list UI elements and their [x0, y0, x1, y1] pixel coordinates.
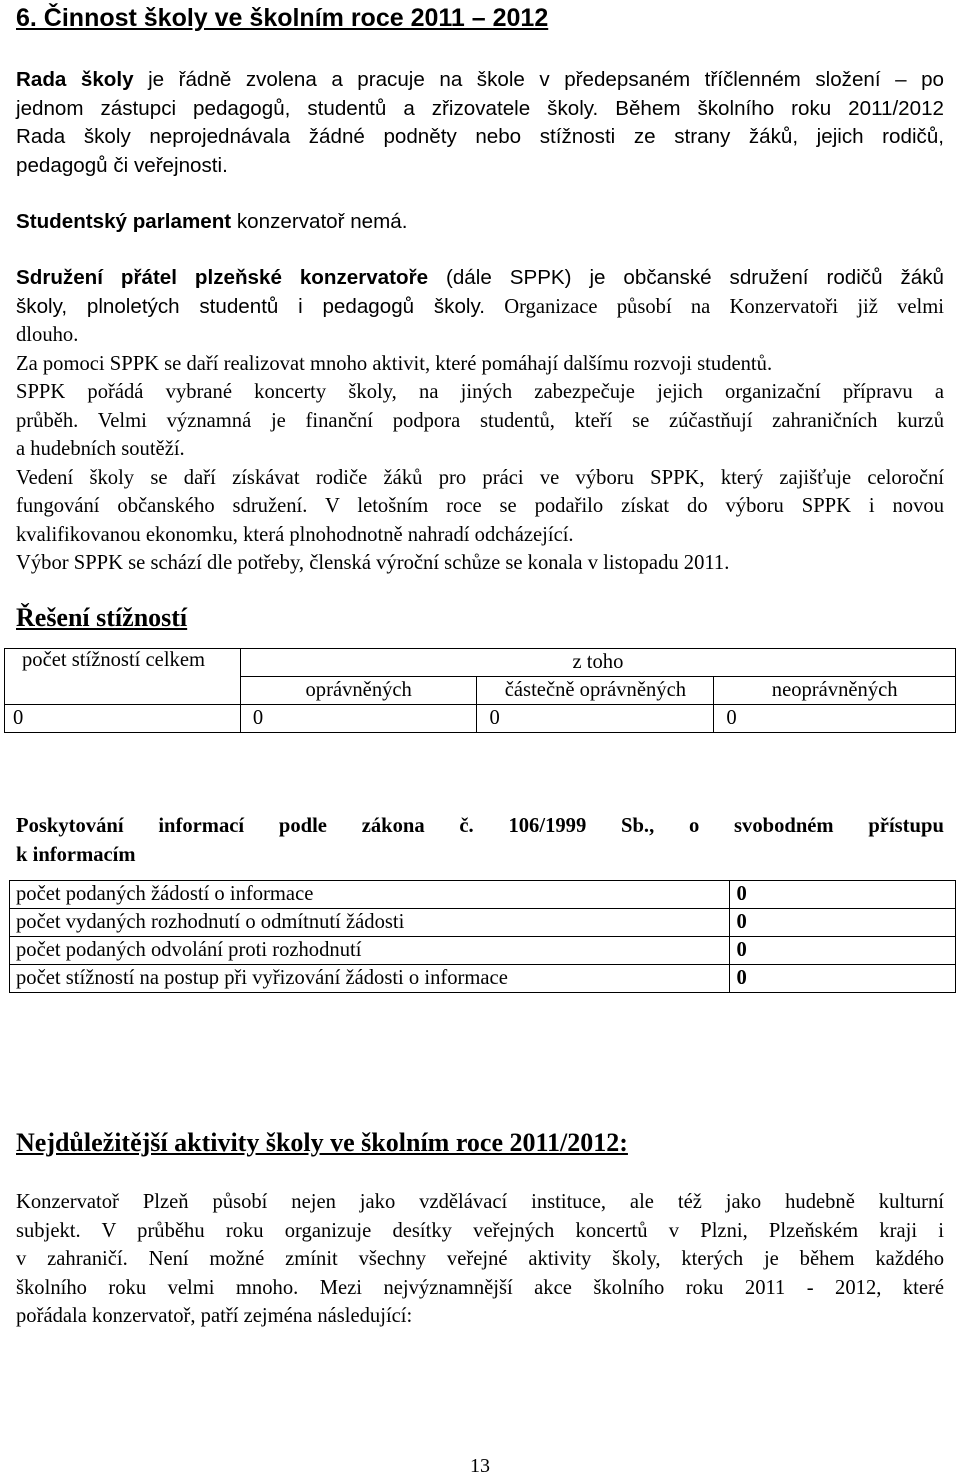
parlament-text: konzervatoř nemá. — [231, 210, 408, 233]
info-row-label: počet podaných žádostí o informace — [10, 881, 730, 909]
info-row — [10, 965, 956, 993]
info-heading-word: zákona — [361, 815, 425, 837]
sppk-paragraph-5: Výbor SPPK se schází dle potřeby, členská výroční schůze se konala v listopadu 2011. — [16, 552, 730, 574]
info-row — [10, 881, 956, 909]
rada-line-4: pedagogů či veřejnosti. — [16, 153, 228, 177]
section-title: 6. Činnost školy ve školním roce 2011 – 2012 — [16, 4, 549, 32]
info-heading-word: Poskytování — [16, 815, 124, 837]
complaints-header-row — [5, 649, 956, 677]
info-row-label: počet vydaných rozhodnutí o odmítnutí žádosti — [10, 909, 730, 937]
info-heading — [16, 812, 944, 869]
complaints-value-total: 0 — [5, 705, 241, 733]
info-row-value: 0 — [730, 965, 956, 993]
info-heading-line-1 — [16, 812, 944, 841]
complaints-value-unjustified: 0 — [714, 705, 956, 733]
sppk-p3-line-2: průběh. Velmi významná je finanční podpora studentů, kteří se zúčastňují zahraničních kurzů — [16, 409, 944, 432]
rada-line-2: jednom zástupci pedagogů, studentů a zřizovatele školy. Během školního roku 2011/2012 — [16, 96, 944, 120]
complaints-col-justified: oprávněných — [240, 677, 477, 705]
activities-line-1: Konzervatoř Plzeň působí nejen jako vzdělávací instituce, ale též jako hudebně kulturní — [16, 1191, 944, 1213]
sppk-bold: Sdružení přátel plzeňské konzervatoře — [16, 266, 429, 289]
parlament-bold: Studentský parlament — [16, 210, 232, 233]
info-row-value: 0 — [730, 937, 956, 965]
activities-line-5: pořádala konzervatoř, patří zejména následující: — [16, 1305, 413, 1327]
rada-paragraph — [16, 66, 944, 180]
info-heading-word: informací — [158, 815, 245, 837]
complaints-values-row — [5, 705, 956, 733]
activities-line-3: v zahraničí. Není možné zmínit všechny veřejné aktivity školy, kterých je během každého — [16, 1248, 944, 1270]
info-heading-word: přístupu — [868, 815, 944, 837]
activities-heading: Nejdůležitější aktivity školy ve školním roce 2011/2012: — [16, 1128, 628, 1157]
info-row-label: počet stížností na postup při vyřizování žádosti o informace — [10, 965, 730, 993]
sppk-line-1 — [16, 264, 944, 293]
info-row-value: 0 — [730, 909, 956, 937]
info-heading-word: podle — [278, 815, 327, 837]
info-table — [9, 880, 956, 993]
complaints-col-partial: částečně oprávněných — [477, 677, 714, 705]
info-row — [10, 909, 956, 937]
sppk-p4-line-2: fungování občanského sdružení. V letošním roce se podařilo získat do výboru SPPK i novou — [16, 495, 944, 517]
complaints-table — [4, 648, 956, 733]
sppk-p3-line-1: SPPK pořádá vybrané koncerty školy, na jiných zabezpečuje jejich organizační přípravu a — [16, 381, 944, 403]
info-heading-word: o — [688, 815, 700, 837]
rada-line-1 — [16, 66, 944, 95]
sppk-p4-line-3: kvalifikovanou ekonomku, která plnohodnotně nahradí odcházející. — [16, 523, 574, 546]
info-row-value: 0 — [730, 881, 956, 909]
sppk-line2-sans: školy, plnoletých studentů i pedagogů školy. — [16, 294, 485, 318]
sppk-p4-line-1: Vedení školy se daří získávat rodiče žáků pro práci ve výboru SPPK, který zajišťuje celoroční — [16, 466, 944, 489]
info-heading-line-2: k informacím — [16, 843, 136, 866]
info-heading-word: 106/1999 — [508, 815, 587, 837]
complaints-col-group: z toho — [240, 649, 955, 677]
rada-line1-text: je řádně zvolena a pracuje na škole v předepsaném tříčlenném složení – po — [133, 68, 944, 91]
sppk-paragraph-2: Za pomoci SPPK se daří realizovat mnoho aktivit, které pomáhají dalšímu rozvoji studentů. — [16, 352, 773, 375]
page-number: 13 — [470, 1455, 490, 1477]
rada-bold: Rada školy — [16, 68, 134, 91]
info-row — [10, 937, 956, 965]
info-heading-word: Sb., — [621, 815, 655, 837]
complaints-col-unjustified: neoprávněných — [714, 677, 956, 705]
activities-line-2: subjekt. V průběhu roku organizuje desítky veřejných koncertů v Plzni, Plzeňském kraji i — [16, 1219, 944, 1242]
sppk-p3-line-3: a hudebních soutěží. — [16, 438, 185, 460]
info-row-label: počet podaných odvolání proti rozhodnutí — [10, 937, 730, 965]
complaints-value-justified: 0 — [240, 705, 477, 733]
activities-line-4: školního roku velmi mnoho. Mezi nejvýznamnější akce školního roku 2011 - 2012, které — [16, 1276, 944, 1299]
sppk-line-3: dlouho. — [16, 324, 79, 346]
info-heading-word: č. — [459, 815, 474, 837]
rada-line-3: Rada školy neprojednávala žádné podněty nebo stížnosti ze strany žáků, jejich rodičů, — [16, 125, 944, 148]
sppk-section — [16, 264, 944, 578]
complaints-col-total: počet stížností celkem — [5, 649, 241, 705]
complaints-value-partial: 0 — [477, 705, 714, 733]
sppk-line2-serif: Organizace působí na Konzervatoři již velmi — [485, 295, 945, 318]
sppk-line1-text: (dále SPPK) je občanské sdružení rodičů žáků — [428, 266, 944, 289]
info-heading-word: svobodném — [734, 815, 834, 837]
activities-paragraph — [16, 1188, 944, 1331]
complaints-heading: Řešení stížností — [16, 603, 188, 632]
parlament-paragraph — [16, 208, 407, 237]
sppk-line-2 — [16, 293, 944, 322]
